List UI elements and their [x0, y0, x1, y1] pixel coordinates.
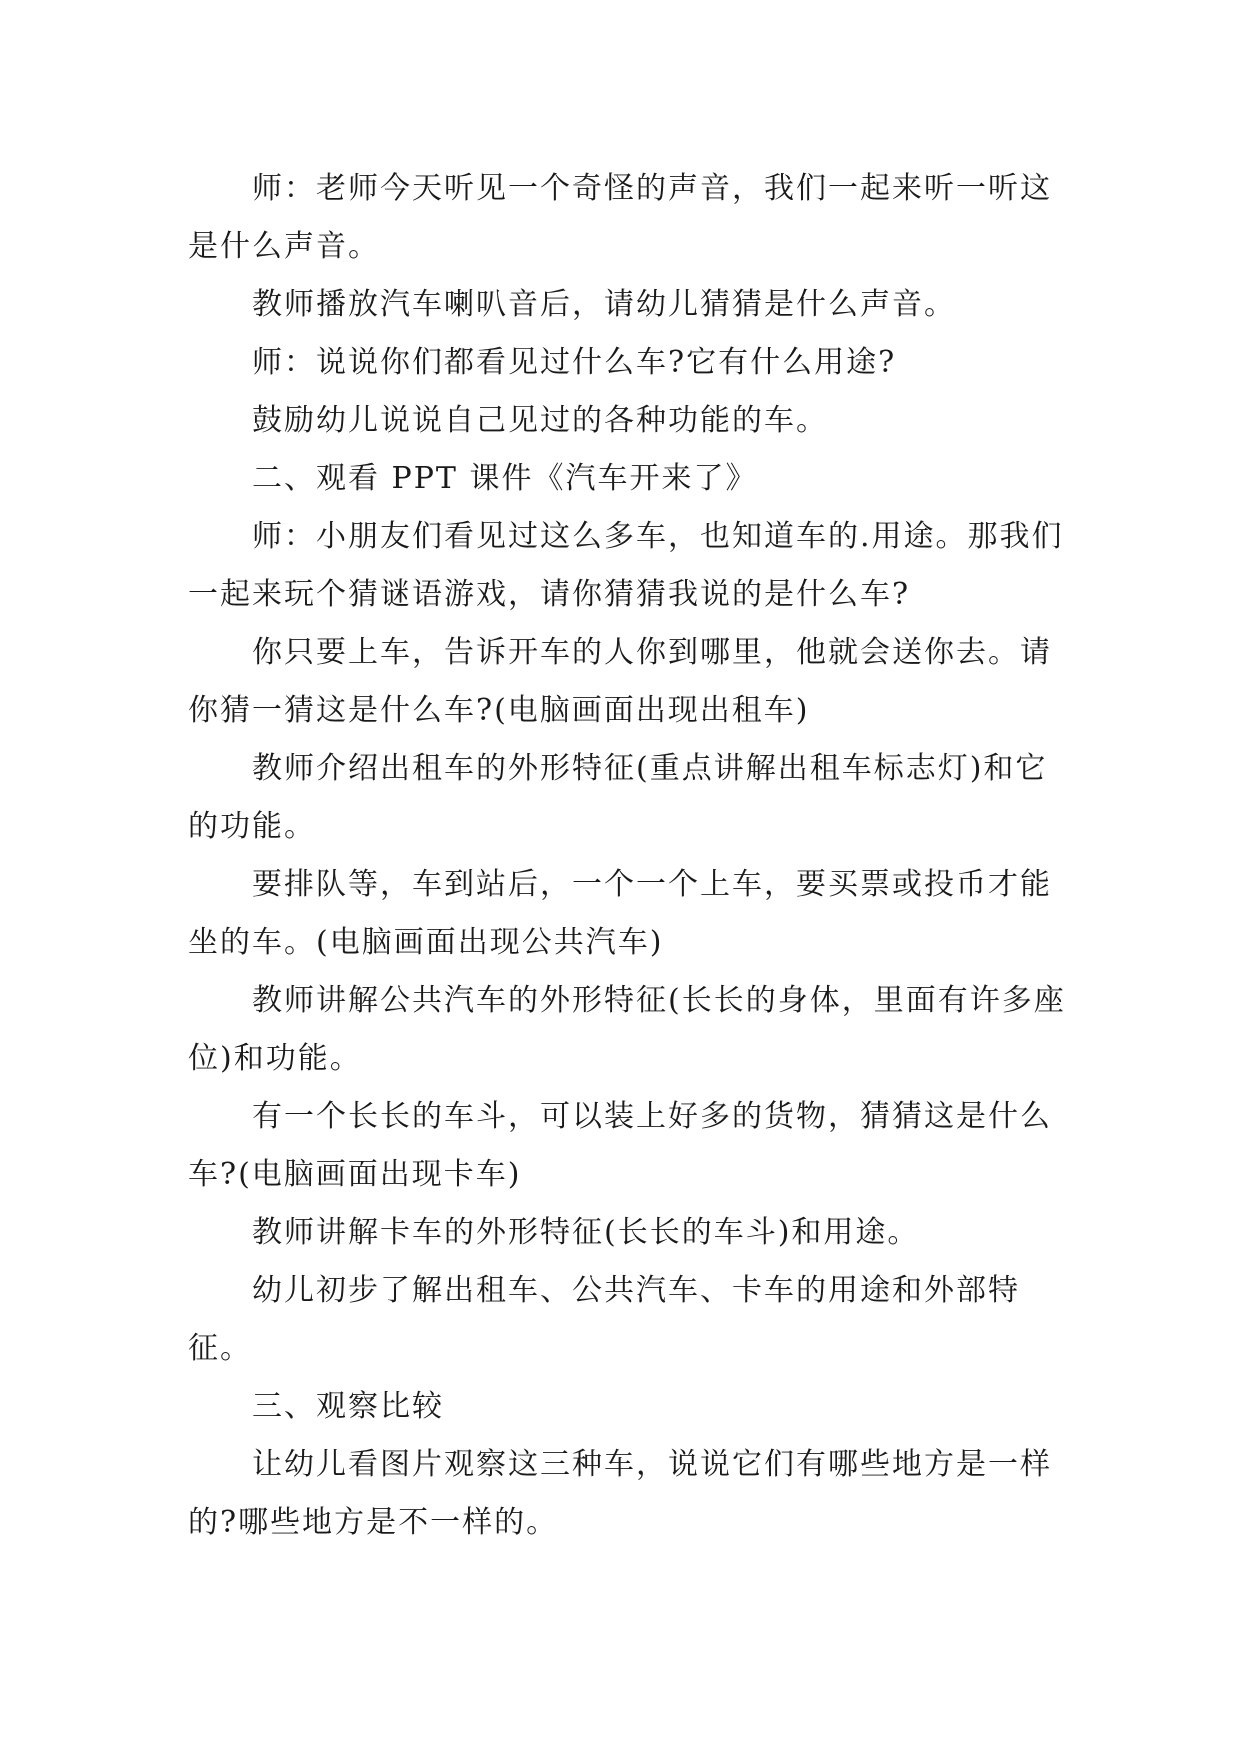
- paragraph: 你只要上车，告诉开车的人你到哪里，他就会送你去。请你猜一猜这是什么车?(电脑画面出现出租车): [188, 635, 1052, 728]
- paragraph: 要排队等，车到站后，一个一个上车，要买票或投币才能坐的车。(电脑画面出现公共汽车): [188, 867, 1052, 960]
- paragraph: 教师讲解卡车的外形特征(长长的车斗)和用途。: [252, 1215, 920, 1250]
- paragraph: 有一个长长的车斗，可以装上好多的货物，猜猜这是什么车?(电脑画面出现卡车): [188, 1099, 1052, 1192]
- paragraph: 教师介绍出租车的外形特征(重点讲解出租车标志灯)和它的功能。: [188, 751, 1048, 844]
- paragraph: 幼儿初步了解出租车、公共汽车、卡车的用途和外部特征。: [188, 1273, 1020, 1366]
- section-heading: 二、观看 PPT 课件《汽车开来了》: [252, 461, 758, 496]
- paragraph: 让幼儿看图片观察这三种车，说说它们有哪些地方是一样的?哪些地方是不一样的。: [188, 1447, 1052, 1540]
- section-heading: 三、观察比较: [252, 1389, 444, 1424]
- paragraph: 教师播放汽车喇叭音后，请幼儿猜猜是什么声音。: [252, 287, 956, 322]
- paragraph: 师：老师今天听见一个奇怪的声音，我们一起来听一听这是什么声音。: [188, 171, 1052, 264]
- paragraph: 师：小朋友们看见过这么多车，也知道车的.用途。那我们一起来玩个猜谜语游戏，请你猜猜我说的是什么车?: [188, 519, 1064, 612]
- paragraph: 师：说说你们都看见过什么车?它有什么用途?: [252, 345, 897, 380]
- document-body: [188, 160, 1068, 1552]
- paragraph: 鼓励幼儿说说自己见过的各种功能的车。: [252, 403, 828, 438]
- paragraph: 教师讲解公共汽车的外形特征(长长的身体，里面有许多座位)和功能。: [188, 983, 1066, 1076]
